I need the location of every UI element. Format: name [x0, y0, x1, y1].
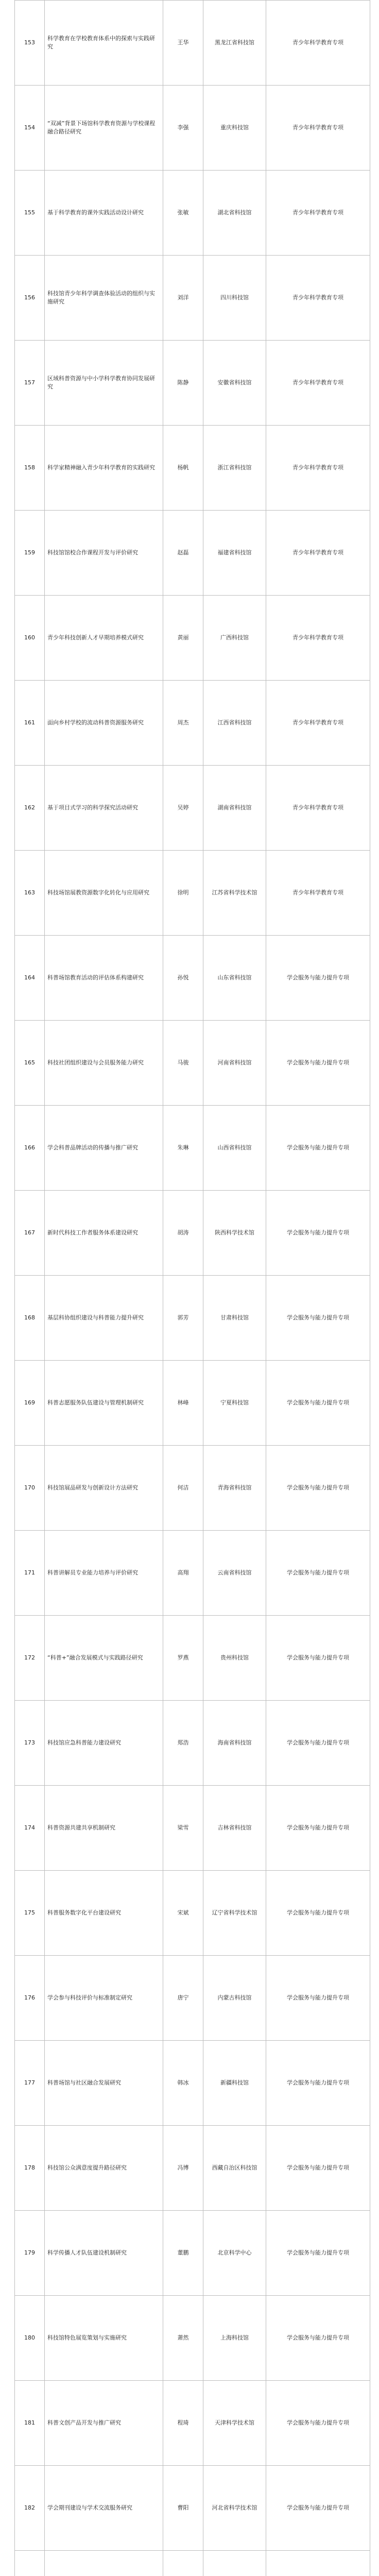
project-category-cell: 青少年科学教育专项 — [266, 511, 370, 596]
row-number-cell: 158 — [15, 426, 45, 511]
row-number-cell: 174 — [15, 1786, 45, 1871]
table-row — [15, 1106, 370, 1191]
project-title-cell: 科技馆应急科普能力建设研究 — [45, 1701, 163, 1786]
project-title-cell: 基于科学教育的课外实践活动设计研究 — [45, 171, 163, 256]
host-organization-cell: 海南省科技馆 — [203, 1701, 266, 1786]
host-organization-cell: 甘肃科技馆 — [203, 1276, 266, 1361]
host-organization-cell: 西藏自治区科技馆 — [203, 2126, 266, 2211]
project-leader-cell: 程琦 — [163, 2381, 203, 2466]
row-number-cell: 154 — [15, 86, 45, 171]
host-organization-cell: 河北省科学技术馆 — [203, 2466, 266, 2551]
host-organization-cell: 山西省科技馆 — [203, 1106, 266, 1191]
table-row — [15, 1786, 370, 1871]
table-row — [15, 936, 370, 1021]
project-title-cell: 科技场馆展教资源数字化转化与应用研究 — [45, 851, 163, 936]
row-number-cell: 179 — [15, 2211, 45, 2296]
host-organization-cell: 福建省科技馆 — [203, 511, 266, 596]
project-title-cell — [45, 2551, 163, 2576]
host-organization-cell — [203, 2551, 266, 2576]
project-category-cell: 青少年科学教育专项 — [266, 851, 370, 936]
table-row — [15, 1, 370, 86]
project-title-cell: 基层科协组织建设与科普能力提升研究 — [45, 1276, 163, 1361]
project-title-cell: 科技馆青少年科学调查体验活动的组织与实施研究 — [45, 256, 163, 341]
table-row — [15, 681, 370, 766]
project-leader-cell: 周杰 — [163, 681, 203, 766]
table-row — [15, 1446, 370, 1531]
table-row — [15, 596, 370, 681]
project-title-cell: 基于项目式学习的科学探究活动研究 — [45, 766, 163, 851]
table-row — [15, 1191, 370, 1276]
row-number-cell: 163 — [15, 851, 45, 936]
project-category-cell: 学会服务与能力提升专项 — [266, 2041, 370, 2126]
host-organization-cell: 吉林省科技馆 — [203, 1786, 266, 1871]
row-number-cell: 169 — [15, 1361, 45, 1446]
project-category-cell: 学会服务与能力提升专项 — [266, 1786, 370, 1871]
project-category-cell: 学会服务与能力提升专项 — [266, 1871, 370, 1956]
host-organization-cell: 辽宁省科学技术馆 — [203, 1871, 266, 1956]
host-organization-cell: 江西省科技馆 — [203, 681, 266, 766]
project-list-table — [14, 0, 370, 2576]
row-number-cell: 173 — [15, 1701, 45, 1786]
row-number-cell: 164 — [15, 936, 45, 1021]
project-leader-cell: 陈静 — [163, 341, 203, 426]
project-leader-cell: 徐明 — [163, 851, 203, 936]
project-title-cell: 学会科普品牌活动的传播与推广研究 — [45, 1106, 163, 1191]
row-number-cell: 168 — [15, 1276, 45, 1361]
project-leader-cell: 吴婷 — [163, 766, 203, 851]
table-row — [15, 2211, 370, 2296]
host-organization-cell: 青海省科技馆 — [203, 1446, 266, 1531]
host-organization-cell: 云南省科技馆 — [203, 1531, 266, 1616]
project-category-cell: 学会服务与能力提升专项 — [266, 1531, 370, 1616]
project-leader-cell: 何洁 — [163, 1446, 203, 1531]
row-number-cell: 172 — [15, 1616, 45, 1701]
table-row — [15, 2381, 370, 2466]
row-number-cell: 167 — [15, 1191, 45, 1276]
project-leader-cell: 马骏 — [163, 1021, 203, 1106]
table-row — [15, 1531, 370, 1616]
row-number-cell: 178 — [15, 2126, 45, 2211]
host-organization-cell: 宁夏科技馆 — [203, 1361, 266, 1446]
project-category-cell: 学会服务与能力提升专项 — [266, 1701, 370, 1786]
row-number-cell: 180 — [15, 2296, 45, 2381]
project-title-cell: 科普文创产品开发与推广研究 — [45, 2381, 163, 2466]
project-category-cell: 学会服务与能力提升专项 — [266, 2466, 370, 2551]
row-number-cell: 161 — [15, 681, 45, 766]
table-row — [15, 1276, 370, 1361]
project-category-cell — [266, 2551, 370, 2576]
project-category-cell: 学会服务与能力提升专项 — [266, 1956, 370, 2041]
table-row — [15, 2126, 370, 2211]
project-category-cell: 学会服务与能力提升专项 — [266, 1446, 370, 1531]
table-row — [15, 1361, 370, 1446]
table-row — [15, 426, 370, 511]
project-category-cell: 学会服务与能力提升专项 — [266, 936, 370, 1021]
project-category-cell: 学会服务与能力提升专项 — [266, 1106, 370, 1191]
project-category-cell: 学会服务与能力提升专项 — [266, 1191, 370, 1276]
host-organization-cell: 天津科学技术馆 — [203, 2381, 266, 2466]
project-category-cell: 青少年科学教育专项 — [266, 426, 370, 511]
project-title-cell: 科技社团组织建设与会员服务能力研究 — [45, 1021, 163, 1106]
row-number-cell: 182 — [15, 2466, 45, 2551]
project-category-cell: 学会服务与能力提升专项 — [266, 2126, 370, 2211]
project-title-cell: 科学家精神融入青少年科学教育的实践研究 — [45, 426, 163, 511]
host-organization-cell: 河南省科技馆 — [203, 1021, 266, 1106]
project-title-cell: 科普服务数字化平台建设研究 — [45, 1871, 163, 1956]
project-category-cell: 青少年科学教育专项 — [266, 596, 370, 681]
table-row — [15, 2296, 370, 2381]
project-title-cell: “双减”背景下场馆科学教育资源与学校课程融合路径研究 — [45, 86, 163, 171]
row-number-cell: 159 — [15, 511, 45, 596]
row-number-cell: 181 — [15, 2381, 45, 2466]
project-category-cell: 学会服务与能力提升专项 — [266, 1021, 370, 1106]
table-row — [15, 256, 370, 341]
project-title-cell: 科技馆公众满意度提升路径研究 — [45, 2126, 163, 2211]
row-number-cell: 156 — [15, 256, 45, 341]
project-leader-cell: 郭芳 — [163, 1276, 203, 1361]
host-organization-cell: 江苏省科学技术馆 — [203, 851, 266, 936]
host-organization-cell: 四川科技馆 — [203, 256, 266, 341]
project-leader-cell: 唐宁 — [163, 1956, 203, 2041]
table-row — [15, 1616, 370, 1701]
row-number-cell: 162 — [15, 766, 45, 851]
table-row — [15, 766, 370, 851]
project-category-cell: 青少年科学教育专项 — [266, 86, 370, 171]
project-category-cell: 青少年科学教育专项 — [266, 681, 370, 766]
row-number-cell: 155 — [15, 171, 45, 256]
project-title-cell: 科普讲解员专业能力培养与评价研究 — [45, 1531, 163, 1616]
project-leader-cell: 冯博 — [163, 2126, 203, 2211]
row-number-cell: 157 — [15, 341, 45, 426]
row-number-cell: 176 — [15, 1956, 45, 2041]
project-title-cell: 科技馆馆校合作课程开发与评价研究 — [45, 511, 163, 596]
project-title-cell: 科技馆特色展览策划与实施研究 — [45, 2296, 163, 2381]
project-leader-cell: 罗燕 — [163, 1616, 203, 1701]
project-category-cell: 学会服务与能力提升专项 — [266, 1276, 370, 1361]
project-list-body — [15, 1, 370, 2576]
project-leader-cell: 高翔 — [163, 1531, 203, 1616]
project-title-cell: 科技馆展品研发与创新设计方法研究 — [45, 1446, 163, 1531]
row-number-cell: 177 — [15, 2041, 45, 2126]
project-leader-cell: 萧然 — [163, 2296, 203, 2381]
project-title-cell: 科普场馆教育活动的评估体系构建研究 — [45, 936, 163, 1021]
project-title-cell: 面向乡村学校的流动科普资源服务研究 — [45, 681, 163, 766]
table-row — [15, 2466, 370, 2551]
project-category-cell: 学会服务与能力提升专项 — [266, 2296, 370, 2381]
table-row — [15, 171, 370, 256]
table-row — [15, 2551, 370, 2576]
project-category-cell: 青少年科学教育专项 — [266, 766, 370, 851]
project-title-cell: 科学教育在学校教育体系中的探索与实践研究 — [45, 1, 163, 86]
project-leader-cell: 黄丽 — [163, 596, 203, 681]
project-title-cell: 学会参与科技评价与标准制定研究 — [45, 1956, 163, 2041]
project-leader-cell: 曹阳 — [163, 2466, 203, 2551]
row-number-cell: 175 — [15, 1871, 45, 1956]
host-organization-cell: 黑龙江省科技馆 — [203, 1, 266, 86]
project-title-cell: 新时代科技工作者服务体系建设研究 — [45, 1191, 163, 1276]
project-leader-cell: 胡涛 — [163, 1191, 203, 1276]
host-organization-cell: 湖北省科技馆 — [203, 171, 266, 256]
host-organization-cell: 安徽省科技馆 — [203, 341, 266, 426]
project-category-cell: 学会服务与能力提升专项 — [266, 2381, 370, 2466]
host-organization-cell: 陕西科学技术馆 — [203, 1191, 266, 1276]
project-title-cell: 青少年科技创新人才早期培养模式研究 — [45, 596, 163, 681]
project-title-cell: 科普资源共建共享机制研究 — [45, 1786, 163, 1871]
project-leader-cell: 赵磊 — [163, 511, 203, 596]
host-organization-cell: 内蒙古科技馆 — [203, 1956, 266, 2041]
table-row — [15, 1701, 370, 1786]
table-row — [15, 1021, 370, 1106]
project-leader-cell: 杨帆 — [163, 426, 203, 511]
host-organization-cell: 山东省科技馆 — [203, 936, 266, 1021]
table-row — [15, 511, 370, 596]
table-row — [15, 851, 370, 936]
host-organization-cell: 湖南省科技馆 — [203, 766, 266, 851]
project-leader-cell — [163, 2551, 203, 2576]
row-number-cell: 171 — [15, 1531, 45, 1616]
table-row — [15, 86, 370, 171]
project-leader-cell: 林峰 — [163, 1361, 203, 1446]
host-organization-cell: 浙江省科技馆 — [203, 426, 266, 511]
host-organization-cell: 广西科技馆 — [203, 596, 266, 681]
project-leader-cell: 刘洋 — [163, 256, 203, 341]
host-organization-cell: 新疆科技馆 — [203, 2041, 266, 2126]
project-category-cell: 青少年科学教育专项 — [266, 256, 370, 341]
host-organization-cell: 上海科技馆 — [203, 2296, 266, 2381]
table-row — [15, 1871, 370, 1956]
project-category-cell: 青少年科学教育专项 — [266, 1, 370, 86]
project-leader-cell: 张敏 — [163, 171, 203, 256]
project-title-cell: 区域科普资源与中小学科学教育协同发展研究 — [45, 341, 163, 426]
project-title-cell: 科普场馆与社区融合发展研究 — [45, 2041, 163, 2126]
host-organization-cell: 贵州科技馆 — [203, 1616, 266, 1701]
row-number-cell: 170 — [15, 1446, 45, 1531]
row-number-cell — [15, 2551, 45, 2576]
project-title-cell: 学会期刊建设与学术交流服务研究 — [45, 2466, 163, 2551]
project-leader-cell: 韩冰 — [163, 2041, 203, 2126]
project-leader-cell: 董鹏 — [163, 2211, 203, 2296]
table-row — [15, 2041, 370, 2126]
table-row — [15, 341, 370, 426]
row-number-cell: 153 — [15, 1, 45, 86]
project-category-cell: 学会服务与能力提升专项 — [266, 1616, 370, 1701]
project-leader-cell: 郑浩 — [163, 1701, 203, 1786]
row-number-cell: 165 — [15, 1021, 45, 1106]
project-title-cell: “科普+”融合发展模式与实践路径研究 — [45, 1616, 163, 1701]
project-category-cell: 学会服务与能力提升专项 — [266, 1361, 370, 1446]
project-leader-cell: 朱琳 — [163, 1106, 203, 1191]
project-leader-cell: 王华 — [163, 1, 203, 86]
project-category-cell: 学会服务与能力提升专项 — [266, 2211, 370, 2296]
project-leader-cell: 宋斌 — [163, 1871, 203, 1956]
project-category-cell: 青少年科学教育专项 — [266, 341, 370, 426]
project-leader-cell: 李强 — [163, 86, 203, 171]
project-title-cell: 科学传播人才队伍建设机制研究 — [45, 2211, 163, 2296]
table-row — [15, 1956, 370, 2041]
project-category-cell: 青少年科学教育专项 — [266, 171, 370, 256]
host-organization-cell: 重庆科技馆 — [203, 86, 266, 171]
project-title-cell: 科普志愿服务队伍建设与管理机制研究 — [45, 1361, 163, 1446]
row-number-cell: 160 — [15, 596, 45, 681]
project-leader-cell: 孙悦 — [163, 936, 203, 1021]
host-organization-cell: 北京科学中心 — [203, 2211, 266, 2296]
project-leader-cell: 梁雪 — [163, 1786, 203, 1871]
row-number-cell: 166 — [15, 1106, 45, 1191]
